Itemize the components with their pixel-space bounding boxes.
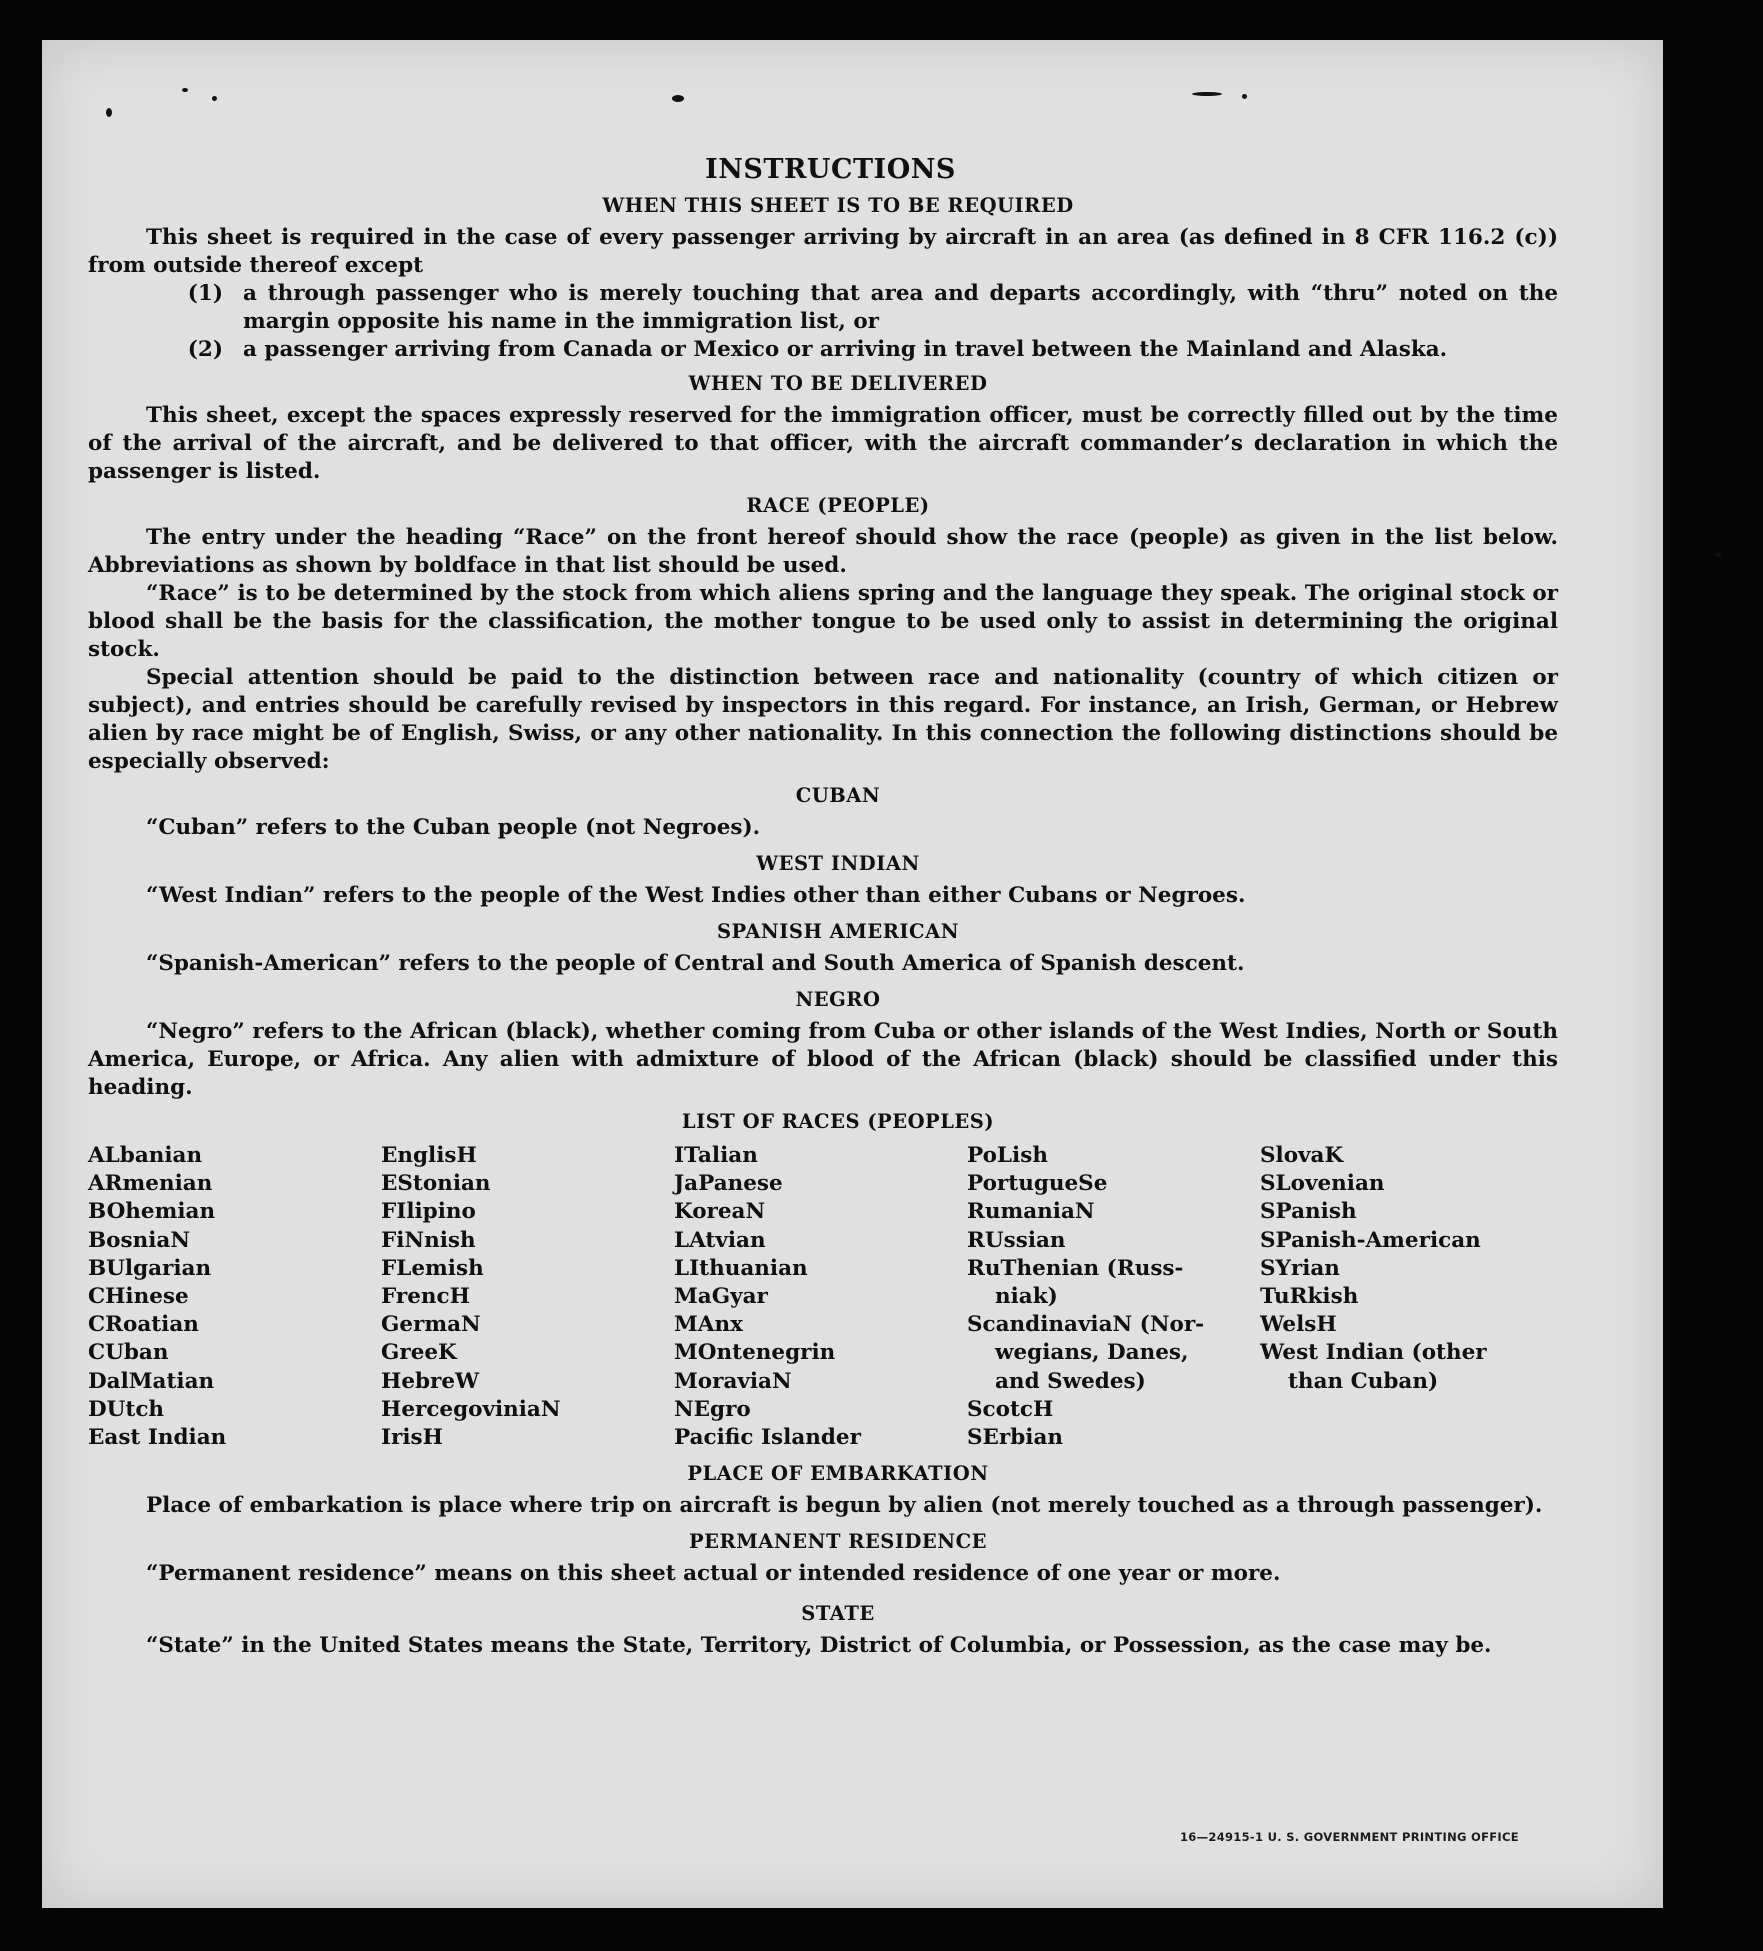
- race-entry: KoreaN: [674, 1199, 766, 1225]
- race-entry: ScotcH: [967, 1396, 1054, 1422]
- exception-item-2: [88, 336, 1558, 364]
- delivered-text: This sheet, except the spaces expressly reserved for the immigration officer, must be correctly filled out by the time of the arrival of the aircraft, and be delivered to that officer, with the aircraft commander’s declaration in which the passenger is listed.: [88, 403, 1558, 484]
- section-heading-race: RACE (PEOPLE): [746, 494, 930, 517]
- negro-text: “Negro” refers to the African (black), whether coming from Cuba or other islands of the West Indies, North or South America, Europe, or Africa. Any alien with admixture of blood of the African (black) should be classified under this heading.: [88, 1019, 1558, 1100]
- section-heading-negro: NEGRO: [795, 988, 881, 1011]
- section-heading-spanish-american: SPANISH AMERICAN: [716, 920, 960, 943]
- race-column-1: [88, 1142, 381, 1452]
- race-entry: MOntenegrin: [674, 1340, 836, 1366]
- embarkation-text: Place of embarkation is place where trip on aircraft is begun by alien (not merely touched as a through passenger).: [146, 1493, 1543, 1519]
- race-entry: BOhemian: [88, 1199, 216, 1225]
- race-entry: BUlgarian: [88, 1255, 212, 1281]
- race-entry: Pacific Islander: [674, 1425, 861, 1451]
- section-heading-state: STATE: [801, 1602, 875, 1626]
- race-entry: HercegoviniaN: [381, 1396, 561, 1422]
- race-entry: GermaN: [381, 1312, 481, 1338]
- race-paragraph-1: The entry under the heading “Race” on the front hereof should show the race (people) as given in the list below. Abbreviations as shown by boldface in that list should be used.: [88, 525, 1558, 578]
- section-heading-list-of-races: LIST OF RACES (PEOPLES): [681, 1110, 995, 1133]
- exception-number: (2): [187, 337, 223, 362]
- race-entry: ALbanian: [88, 1143, 203, 1168]
- state-text: “State” in the United States means the State, Territory, District of Columbia, or Possession, as the case may be.: [146, 1633, 1492, 1659]
- scan-speck: [672, 95, 684, 102]
- race-paragraph-3: Special attention should be paid to the distinction between race and nationality (country of which citizen or subject), and entries should be carefully revised by inspectors in this regard. For instance, an Irish, German, or Hebrew alien by race might be of English, Swiss, or any other nationality. In this connection the following distinctions should be especially observed:: [88, 665, 1558, 774]
- race-entry: SLovenian: [1260, 1171, 1385, 1197]
- section-heading-west-indian: WEST INDIAN: [756, 852, 920, 875]
- exception-text: a through passenger who is merely touching that area and departs accordingly, with “thru” noted on the margin opposite his name in the immigration list, or: [243, 281, 1558, 334]
- race-entry: FiNnish: [381, 1227, 476, 1253]
- race-entry: ITalian: [674, 1143, 758, 1168]
- exception-text: a passenger arriving from Canada or Mexico or arriving in travel between the Mainland and Alaska.: [243, 337, 1448, 362]
- race-entry: CRoatian: [88, 1312, 199, 1338]
- residence-text: “Permanent residence” means on this sheet actual or intended residence of one year or more.: [146, 1561, 1281, 1587]
- race-list: [88, 1142, 1558, 1452]
- race-entry: East Indian: [88, 1425, 227, 1451]
- race-entry: IrisH: [381, 1425, 443, 1451]
- exception-number: (1): [187, 281, 223, 306]
- race-entry: CUban: [88, 1340, 169, 1366]
- race-entry: NEgro: [674, 1396, 751, 1422]
- race-entry: MoraviaN: [674, 1368, 792, 1394]
- page-title: INSTRUCTIONS: [705, 154, 956, 185]
- race-entry: FIlipino: [381, 1199, 476, 1225]
- west-indian-text: “West Indian” refers to the people of the West Indies other than either Cubans or Negroes.: [146, 883, 1246, 908]
- exception-item-1: [88, 280, 1558, 336]
- race-entry: DalMatian: [88, 1368, 215, 1394]
- race-entry: SPanish: [1260, 1199, 1357, 1225]
- scan-speck: [1716, 552, 1721, 557]
- cuban-text: “Cuban” refers to the Cuban people (not Negroes).: [146, 815, 761, 840]
- race-entry-continued: wegians, Danes,: [995, 1340, 1189, 1366]
- printing-office-footer: 16—24915-1 U. S. GOVERNMENT PRINTING OFFICE: [1180, 1830, 1519, 1844]
- race-entry: ARmenian: [88, 1171, 213, 1197]
- section-heading-required: WHEN THIS SHEET IS TO BE REQUIRED: [602, 194, 1074, 217]
- race-entry: EnglisH: [381, 1143, 477, 1168]
- race-entry: DUtch: [88, 1396, 165, 1422]
- race-column-5: [1260, 1142, 1558, 1452]
- race-entry-continued: than Cuban): [1288, 1368, 1439, 1394]
- race-entry-continued: and Swedes): [995, 1368, 1146, 1394]
- race-entry: West Indian (other: [1260, 1340, 1487, 1366]
- spanish-american-text: “Spanish-American” refers to the people of Central and South America of Spanish descent.: [146, 951, 1245, 976]
- race-entry: FrencH: [381, 1284, 470, 1310]
- race-entry: RUssian: [967, 1227, 1066, 1253]
- race-entry: SPanish-American: [1260, 1227, 1481, 1253]
- section-heading-cuban: CUBAN: [795, 784, 881, 807]
- required-intro: This sheet is required in the case of every passenger arriving by aircraft in an area (as defined in 8 CFR 116.2 (c)) from outside thereof except: [88, 225, 1558, 278]
- race-column-3: [674, 1142, 967, 1452]
- race-entry: EStonian: [381, 1171, 491, 1197]
- race-entry: GreeK: [381, 1340, 457, 1366]
- race-entry: FLemish: [381, 1255, 484, 1281]
- scan-speck: [182, 88, 188, 92]
- scan-speck: [212, 96, 217, 101]
- race-entry: JaPanese: [674, 1171, 783, 1197]
- race-entry: TuRkish: [1260, 1284, 1359, 1310]
- race-entry: MAnx: [674, 1312, 743, 1338]
- race-column-4: [967, 1142, 1260, 1452]
- race-entry-continued: niak): [995, 1284, 1058, 1310]
- scan-speck: [1192, 92, 1222, 96]
- race-entry: RumaniaN: [967, 1199, 1095, 1225]
- race-entry: PoLish: [967, 1143, 1048, 1168]
- race-entry: BosniaN: [88, 1227, 190, 1253]
- race-entry: SYrian: [1260, 1255, 1340, 1281]
- instructions-content: [88, 152, 1558, 1660]
- scan-speck: [106, 108, 112, 117]
- race-entry: WelsH: [1260, 1312, 1337, 1338]
- section-heading-delivered: WHEN TO BE DELIVERED: [688, 372, 988, 395]
- race-entry: CHinese: [88, 1284, 189, 1310]
- race-entry: SlovaK: [1260, 1143, 1344, 1168]
- race-entry: ScandinaviaN (Nor-: [967, 1312, 1205, 1338]
- race-column-2: [381, 1142, 674, 1452]
- document-sheet: [42, 40, 1663, 1908]
- section-heading-embarkation: PLACE OF EMBARKATION: [687, 1462, 989, 1486]
- race-entry: LAtvian: [674, 1227, 766, 1253]
- race-entry: MaGyar: [674, 1284, 768, 1310]
- race-entry: RuThenian (Russ-: [967, 1255, 1184, 1281]
- race-entry: SErbian: [967, 1425, 1064, 1451]
- race-entry: PortugueSe: [967, 1171, 1108, 1197]
- scan-speck: [1242, 94, 1247, 99]
- section-heading-residence: PERMANENT RESIDENCE: [688, 1530, 987, 1554]
- race-entry: HebreW: [381, 1368, 480, 1394]
- race-entry: LIthuanian: [674, 1255, 808, 1281]
- race-paragraph-2: “Race” is to be determined by the stock from which aliens spring and the language they speak. The original stock or blood shall be the basis for the classification, the mother tongue to be used only to assist in determining the original stock.: [88, 581, 1558, 662]
